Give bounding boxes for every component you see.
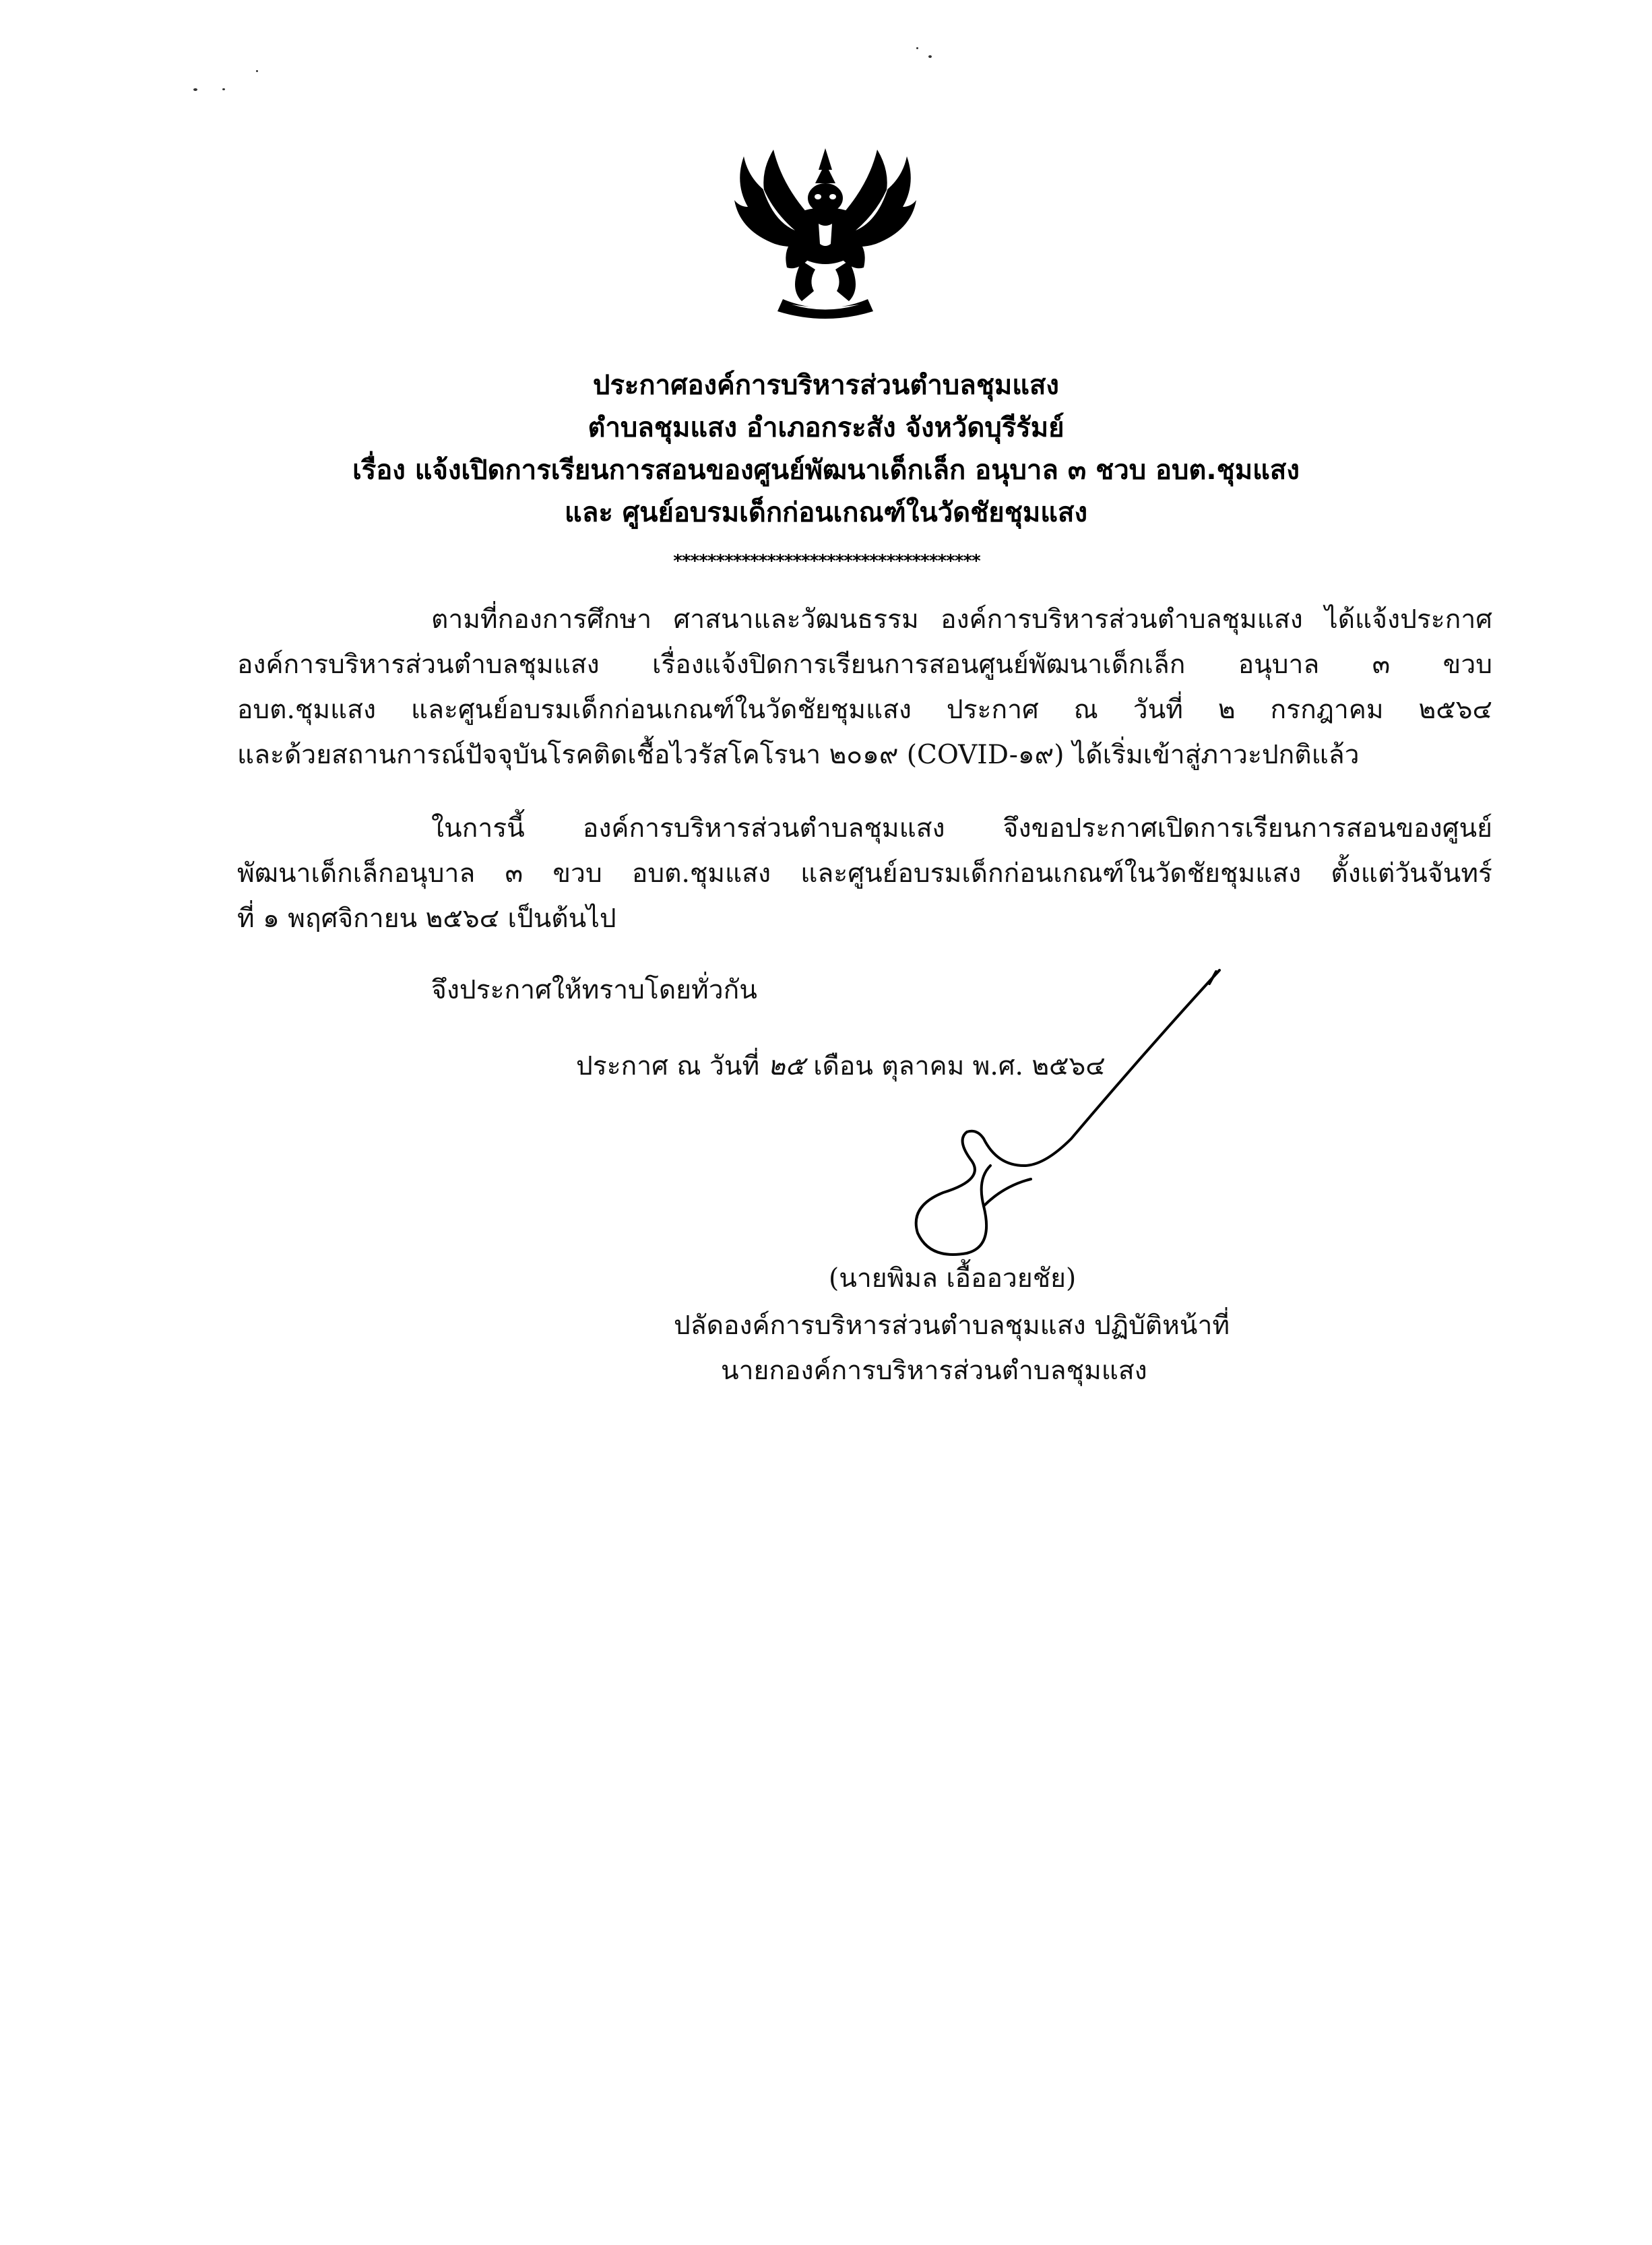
header-divider: ************************************	[672, 551, 980, 571]
header-location: ตำบลชุมแสง อำเภอกระสัง จังหวัดบุรีรัมย์	[587, 412, 1065, 443]
paragraph-1-line-3: อบต.ชุมแสง และศูนย์อบรมเด็กก่อนเกณฑ์ในวัดชัยชุมแสง ประกาศ ณ วันที่ ๒ กรกฎาคม ๒๕๖๔	[237, 695, 1492, 725]
paragraph-2-line-3: ที่ ๑ พฤศจิกายน ๒๕๖๔ เป็นต้นไป	[237, 904, 616, 934]
signatory-position-2: นายกองค์การบริหารส่วนตำบลชุมแสง	[721, 1356, 1147, 1386]
closing-statement: จึงประกาศให้ทราบโดยทั่วกัน	[431, 975, 757, 1005]
scan-speck	[928, 55, 932, 58]
date-prefix: ประกาศ ณ วันที่	[576, 1051, 760, 1081]
header-subject: เรื่อง แจ้งเปิดการเรียนการสอนของศูนย์พัฒนาเด็กเล็ก อนุบาล ๓ ชวบ อบต.ชุมแสง	[352, 455, 1300, 486]
scan-speck	[222, 88, 225, 90]
paragraph-2-line-2: พัฒนาเด็กเล็กอนุบาล ๓ ขวบ อบต.ชุมแสง และศูนย์อบรมเด็กก่อนเกณฑ์ในวัดชัยชุมแสง ตั้งแต่วันจันทร์	[237, 858, 1492, 889]
date-suffix: เดือน ตุลาคม พ.ศ. ๒๕๖๔	[813, 1051, 1106, 1081]
signatory-name: (นายพิมล เอื้ออวยชัย)	[829, 1263, 1077, 1294]
paragraph-1-line-4: และด้วยสถานการณ์ปัจจุบันโรคติดเชื้อไวรัสโคโรนา ๒๐๑๙ (COVID-๑๙) ได้เริ่มเข้าสู่ภาวะปกติแล้ว	[237, 740, 1360, 770]
paragraph-1-line-1: ตามที่กองการศึกษา ศาสนาและวัฒนธรรม องค์การบริหารส่วนตำบลชุมแสง ได้แจ้งประกาศ	[431, 604, 1492, 635]
handwritten-signature-icon	[903, 963, 1233, 1267]
paragraph-1-line-2: องค์การบริหารส่วนตำบลชุมแสง เรื่องแจ้งปิดการเรียนการสอนศูนย์พัฒนาเด็กเล็ก อนุบาล ๓ ขวบ	[237, 650, 1492, 680]
header-title: ประกาศองค์การบริหารส่วนตำบลชุมแสง	[593, 370, 1059, 401]
date-day: ๒๕	[767, 1051, 805, 1081]
scan-speck	[193, 88, 197, 91]
garuda-emblem-icon	[734, 143, 916, 325]
scan-speck	[916, 47, 918, 49]
signatory-position-1: ปลัดองค์การบริหารส่วนตำบลชุมแสง ปฏิบัติหน้าที่	[674, 1310, 1230, 1341]
header-subject-continued: และ ศูนย์อบรมเด็กก่อนเกณฑ์ในวัดชัยชุมแสง	[565, 497, 1087, 528]
scan-speck	[256, 70, 258, 72]
paragraph-2-line-1: ในการนี้ องค์การบริหารส่วนตำบลชุมแสง จึงขอประกาศเปิดการเรียนการสอนของศูนย์	[431, 813, 1492, 844]
